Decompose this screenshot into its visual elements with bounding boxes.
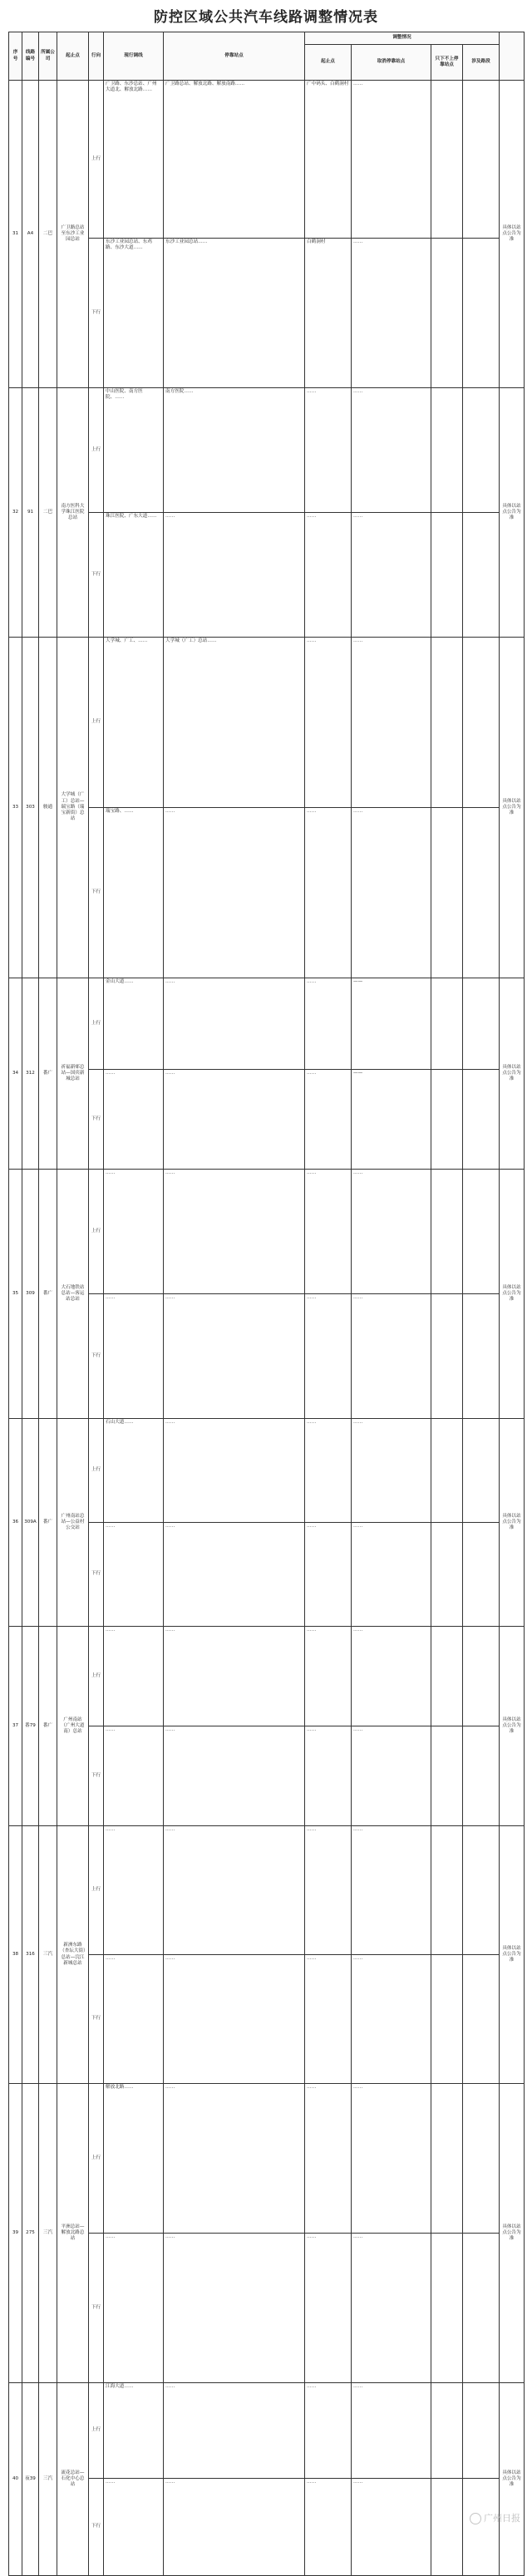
cell-roads <box>463 239 500 388</box>
watermark <box>470 2511 520 2524</box>
cell-cancel-stops: …… <box>352 513 431 638</box>
cell-roads <box>463 1826 500 1955</box>
cell-stops: …… <box>164 1170 305 1294</box>
cell-no: 34 <box>9 978 22 1170</box>
cell-direction: 上行 <box>89 638 104 808</box>
cell-direction: 下行 <box>89 1070 104 1170</box>
cell-no: 39 <box>9 2084 22 2383</box>
header-row-1 <box>9 32 525 45</box>
cell-code: 275 <box>22 2084 39 2383</box>
cell-terminal: 广卫路总站至东沙工业园总站 <box>57 81 89 388</box>
cell-remark: 具体以站点公告为准 <box>500 2084 525 2383</box>
cell-drop-only <box>431 81 463 239</box>
cell-roads <box>463 808 500 978</box>
cell-cancel-stops: …… <box>352 81 431 239</box>
cell-adj-terminal: …… <box>305 1170 352 1294</box>
cell-remark: 具体以站点公告为准 <box>500 81 525 388</box>
cell-cancel-stops: …… <box>352 1419 431 1523</box>
cell-roads <box>463 2234 500 2383</box>
cell-no: 32 <box>9 388 22 638</box>
cell-stops: …… <box>164 2084 305 2234</box>
cell-stops: …… <box>164 1070 305 1170</box>
page-title: 防控区域公共汽车线路调整情况表 <box>154 9 378 26</box>
cell-drop-only <box>431 2479 463 2576</box>
cell-roads <box>463 81 500 239</box>
cell-current-route: 大学城、广工、…… <box>104 638 164 808</box>
cell-roads <box>463 1294 500 1419</box>
cell-terminal: 祈福新邨总站—国宾新城总站 <box>57 978 89 1170</box>
cell-stops: …… <box>164 2234 305 2383</box>
cell-company: 三汽 <box>39 2383 57 2576</box>
cell-remark: 具体以站点公告为准 <box>500 2383 525 2576</box>
cell-roads <box>463 1955 500 2084</box>
cell-code: 番79 <box>22 1627 39 1826</box>
cell-drop-only <box>431 1523 463 1627</box>
cell-code: 91 <box>22 388 39 638</box>
cell-adj-terminal: 广中码头、白鹤洞村 <box>305 81 352 239</box>
cell-drop-only <box>431 638 463 808</box>
cell-no: 37 <box>9 1627 22 1826</box>
table-row <box>9 638 525 808</box>
cell-direction: 下行 <box>89 2479 104 2576</box>
header-adj-terminal: 起止点 <box>305 45 352 81</box>
cell-remark: 具体以站点公告为准 <box>500 1826 525 2084</box>
cell-stops: …… <box>164 1419 305 1523</box>
cell-adj-terminal: …… <box>305 2383 352 2479</box>
cell-roads <box>463 1170 500 1294</box>
cell-no: 33 <box>9 638 22 978</box>
cell-direction: 下行 <box>89 239 104 388</box>
cell-cancel-stops: …… <box>352 638 431 808</box>
cell-adj-terminal: …… <box>305 513 352 638</box>
cell-current-route: …… <box>104 1170 164 1294</box>
cell-roads <box>463 388 500 513</box>
cell-no: 35 <box>9 1170 22 1419</box>
cell-terminal: 流花总站—石化中心总站 <box>57 2383 89 2576</box>
header-current-route: 现行调线 <box>104 32 164 81</box>
cell-remark: 具体以站点公告为准 <box>500 1419 525 1627</box>
cell-adj-terminal: …… <box>305 978 352 1070</box>
cell-direction: 下行 <box>89 1523 104 1627</box>
header-roads: 涉及路段 <box>463 45 500 81</box>
cell-roads <box>463 2383 500 2479</box>
cell-stops: 大学城（广工）总站…… <box>164 638 305 808</box>
cell-no: 36 <box>9 1419 22 1627</box>
route-adjustment-table <box>8 32 525 2576</box>
cell-adj-terminal: …… <box>305 638 352 808</box>
cell-stops: …… <box>164 2479 305 2576</box>
cell-drop-only <box>431 513 463 638</box>
cell-roads <box>463 1419 500 1523</box>
cell-direction: 下行 <box>89 808 104 978</box>
cell-remark: 具体以站点公告为准 <box>500 388 525 638</box>
cell-drop-only <box>431 1419 463 1523</box>
cell-stops: …… <box>164 978 305 1070</box>
cell-direction: 下行 <box>89 1726 104 1826</box>
table-row <box>9 81 525 239</box>
cell-code: 309 <box>22 1170 39 1419</box>
cell-current-route: 中山医院、南方医院、…… <box>104 388 164 513</box>
cell-company: 三汽 <box>39 2084 57 2383</box>
cell-drop-only <box>431 1294 463 1419</box>
cell-current-route: 石山大道…… <box>104 1419 164 1523</box>
cell-remark: 具体以站点公告为准 <box>500 978 525 1170</box>
cell-roads <box>463 1523 500 1627</box>
table-row <box>9 388 525 513</box>
cell-adj-terminal: …… <box>305 1294 352 1419</box>
cell-no: 31 <box>9 81 22 388</box>
header-adjustment-group: 调整情况 <box>305 32 500 45</box>
cell-current-route: …… <box>104 1294 164 1419</box>
cell-adj-terminal: …… <box>305 1627 352 1726</box>
cell-roads <box>463 1070 500 1170</box>
cell-drop-only <box>431 1627 463 1726</box>
cell-company: 骏通 <box>39 638 57 978</box>
cell-direction: 上行 <box>89 1627 104 1726</box>
header-no: 序号 <box>9 32 22 81</box>
cell-drop-only <box>431 2383 463 2479</box>
cell-direction: 上行 <box>89 81 104 239</box>
cell-code: A4 <box>22 81 39 388</box>
cell-adj-terminal: …… <box>305 1826 352 1955</box>
cell-direction: 下行 <box>89 1294 104 1419</box>
cell-current-route: 瑞宝路、…… <box>104 808 164 978</box>
cell-cancel-stops: —— <box>352 1070 431 1170</box>
cell-drop-only <box>431 1726 463 1826</box>
cell-terminal: 南方医科大学珠江医院总站 <box>57 388 89 638</box>
cell-code: 316 <box>22 1826 39 2084</box>
cell-code: 309A <box>22 1419 39 1627</box>
cell-cancel-stops: …… <box>352 1826 431 1955</box>
cell-adj-terminal: …… <box>305 2479 352 2576</box>
cell-stops: …… <box>164 2383 305 2479</box>
cell-stops: …… <box>164 1726 305 1826</box>
cell-company: 二巴 <box>39 388 57 638</box>
cell-current-route: 江海大道…… <box>104 2383 164 2479</box>
cell-current-route: …… <box>104 1726 164 1826</box>
cell-remark: 具体以站点公告为准 <box>500 638 525 978</box>
cell-terminal: 平洲总站—解放北路总站 <box>57 2084 89 2383</box>
table-row <box>9 1627 525 1726</box>
cell-adj-terminal: …… <box>305 808 352 978</box>
cell-stops: …… <box>164 1294 305 1419</box>
cell-current-route: 东沙工业园总站、东鸡路、东沙大道…… <box>104 239 164 388</box>
cell-direction: 上行 <box>89 2383 104 2479</box>
cell-direction: 上行 <box>89 1170 104 1294</box>
cell-cancel-stops: …… <box>352 1726 431 1826</box>
header-cancel-stops: 取消停靠站点 <box>352 45 431 81</box>
cell-adj-terminal: …… <box>305 2234 352 2383</box>
header-company: 所属公司 <box>39 32 57 81</box>
cell-cancel-stops: …… <box>352 1523 431 1627</box>
cell-current-route: 广卫路、东沙总站、广州大道北、解放北路…… <box>104 81 164 239</box>
cell-terminal: 广州南站总站—公益村公交站 <box>57 1419 89 1627</box>
cell-direction: 下行 <box>89 2234 104 2383</box>
cell-adj-terminal: 白鹤洞村 <box>305 239 352 388</box>
cell-terminal: 大石地铁站总站—客运站总站 <box>57 1170 89 1419</box>
cell-adj-terminal: …… <box>305 1726 352 1826</box>
cell-code: 303 <box>22 638 39 978</box>
cell-cancel-stops: —— <box>352 978 431 1070</box>
header-stops: 停靠站点 <box>164 32 305 81</box>
cell-terminal: 广州南站（广州大道南）总站 <box>57 1627 89 1826</box>
cell-roads <box>463 2084 500 2234</box>
cell-terminal: 大学城（广工）总站—瑞宝路（瑞宝新街）总站 <box>57 638 89 978</box>
cell-no: 40 <box>9 2383 22 2576</box>
cell-cancel-stops: …… <box>352 2084 431 2234</box>
cell-cancel-stops: …… <box>352 239 431 388</box>
cell-stops: 广卫路总站、解放北路、解放南路…… <box>164 81 305 239</box>
cell-stops: …… <box>164 1955 305 2084</box>
header-drop-only-stops: 只下不上停靠站点 <box>431 45 463 81</box>
table-row <box>9 1419 525 1523</box>
cell-remark: 具体以站点公告为准 <box>500 1627 525 1826</box>
cell-current-route: …… <box>104 1826 164 1955</box>
cell-code: 312 <box>22 978 39 1170</box>
header-code: 线路编号 <box>22 32 39 81</box>
cell-cancel-stops: …… <box>352 1170 431 1294</box>
cell-stops: …… <box>164 1826 305 1955</box>
cell-cancel-stops: …… <box>352 2234 431 2383</box>
header-direction: 行向 <box>89 32 104 81</box>
table-row <box>9 2383 525 2479</box>
watermark-text: 广州日报 <box>484 2513 520 2524</box>
cell-current-route: …… <box>104 1955 164 2084</box>
cell-company: 番广 <box>39 1627 57 1826</box>
cell-stops: …… <box>164 513 305 638</box>
cell-cancel-stops: …… <box>352 1955 431 2084</box>
cell-roads <box>463 1726 500 1826</box>
table-body <box>9 81 525 2576</box>
table-row <box>9 2084 525 2234</box>
header-remark <box>500 32 525 81</box>
table-row <box>9 1826 525 1955</box>
cell-roads <box>463 513 500 638</box>
cell-code: 夜39 <box>22 2383 39 2576</box>
cell-stops: 东沙工业园总站…… <box>164 239 305 388</box>
cell-drop-only <box>431 239 463 388</box>
cell-cancel-stops: …… <box>352 2383 431 2479</box>
cell-company: 二巴 <box>39 81 57 388</box>
cell-direction: 下行 <box>89 513 104 638</box>
cell-direction: 上行 <box>89 1826 104 1955</box>
cell-direction: 上行 <box>89 1419 104 1523</box>
cell-drop-only <box>431 1070 463 1170</box>
cell-stops: 南方医院…… <box>164 388 305 513</box>
cell-drop-only <box>431 1955 463 2084</box>
cell-no: 38 <box>9 1826 22 2084</box>
watermark-logo-icon <box>470 2513 481 2524</box>
cell-cancel-stops: …… <box>352 388 431 513</box>
cell-terminal: 新洲东路（杏坛大街）总站—浣江新城总站 <box>57 1826 89 2084</box>
cell-adj-terminal: …… <box>305 1523 352 1627</box>
cell-current-route: …… <box>104 2479 164 2576</box>
cell-adj-terminal: …… <box>305 388 352 513</box>
cell-drop-only <box>431 1826 463 1955</box>
cell-cancel-stops: …… <box>352 1627 431 1726</box>
cell-remark: 具体以站点公告为准 <box>500 1170 525 1419</box>
cell-drop-only <box>431 388 463 513</box>
cell-cancel-stops: …… <box>352 1294 431 1419</box>
cell-stops: …… <box>164 1523 305 1627</box>
header-terminal: 起止点 <box>57 32 89 81</box>
cell-current-route: 珠江医院、广东大道…… <box>104 513 164 638</box>
cell-current-route: …… <box>104 2234 164 2383</box>
cell-company: 番广 <box>39 978 57 1170</box>
cell-company: 番广 <box>39 1170 57 1419</box>
cell-adj-terminal: …… <box>305 1419 352 1523</box>
cell-stops: …… <box>164 808 305 978</box>
cell-adj-terminal: …… <box>305 2084 352 2234</box>
cell-cancel-stops: …… <box>352 808 431 978</box>
cell-drop-only <box>431 1170 463 1294</box>
cell-direction: 上行 <box>89 388 104 513</box>
cell-current-route: …… <box>104 1523 164 1627</box>
cell-roads <box>463 2479 500 2576</box>
cell-drop-only <box>431 808 463 978</box>
cell-drop-only <box>431 2234 463 2383</box>
cell-current-route: …… <box>104 1627 164 1726</box>
cell-company: 三汽 <box>39 1826 57 2084</box>
cell-current-route: …… <box>104 1070 164 1170</box>
cell-direction: 上行 <box>89 978 104 1070</box>
cell-stops: …… <box>164 1627 305 1726</box>
cell-adj-terminal: …… <box>305 1955 352 2084</box>
cell-drop-only <box>431 978 463 1070</box>
cell-cancel-stops: …… <box>352 2479 431 2576</box>
cell-roads <box>463 638 500 808</box>
cell-current-route: 金山大道…… <box>104 978 164 1070</box>
table-row <box>9 1170 525 1294</box>
cell-drop-only <box>431 2084 463 2234</box>
cell-roads <box>463 1627 500 1726</box>
table-row <box>9 978 525 1070</box>
cell-direction: 上行 <box>89 2084 104 2234</box>
cell-direction: 下行 <box>89 1955 104 2084</box>
cell-current-route: 解放北路…… <box>104 2084 164 2234</box>
cell-adj-terminal: …… <box>305 1070 352 1170</box>
cell-roads <box>463 978 500 1070</box>
cell-company: 番广 <box>39 1419 57 1627</box>
